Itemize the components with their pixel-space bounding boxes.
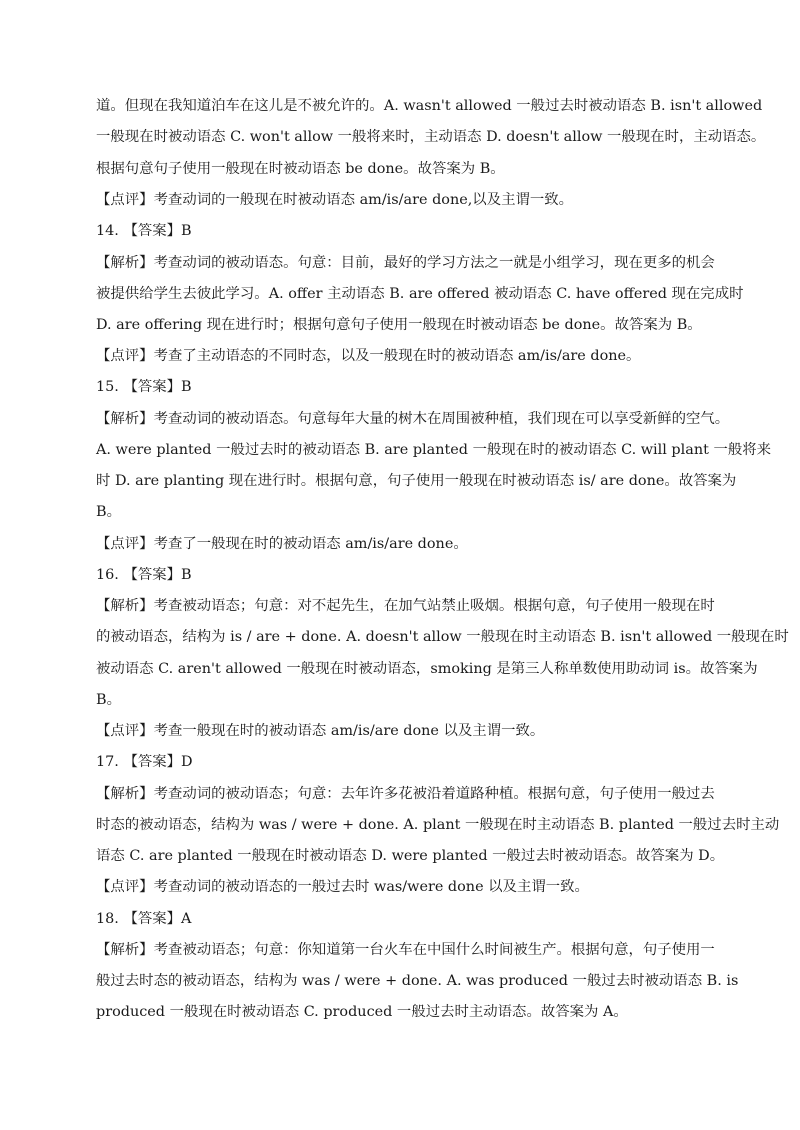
text-line: produced 一般现在时被动语态 C. produced 一般过去时主动语态。故答案为 A。 [96, 1004, 628, 1020]
comment-line: 【点评】考查了一般现在时的被动语态 am/is/are done。 [96, 536, 468, 552]
comment-line: 【点评】考查动词的被动语态的一般过去时 was/were done 以及主谓一致。 [96, 879, 589, 895]
text-line: 被动语态 C. aren't allowed 一般现在时被动语态，smoking 是第三人称单数使用助动词 is。故答案为 [96, 661, 758, 677]
answer-heading: 17. 【答案】D [96, 754, 193, 770]
text-line: 时 D. are planting 现在进行时。根据句意，句子使用一般现在时被动语态 is/ are done。故答案为 [96, 473, 737, 489]
text-line: 根据句意句子使用一般现在时被动语态 be done。故答案为 B。 [96, 161, 505, 177]
text-line: D. are offering 现在进行时；根据句意句子使用一般现在时被动语态 be done。故答案为 B。 [96, 317, 702, 333]
answer-heading: 15. 【答案】B [96, 379, 192, 395]
text-line: 【解析】考查被动语态；句意：你知道第一台火车在中国什么时间被生产。根据句意，句子使用一 [96, 942, 715, 958]
text-line: 被提供给学生去彼此学习。A. offer 主动语态 B. are offered 被动语态 C. have offered 现在完成时 [96, 286, 744, 302]
text-line: 的被动语态，结构为 is / are + done. A. doesn't allow 一般现在时主动语态 B. isn't allowed 一般现在时 [96, 629, 789, 645]
text-line: 【解析】考查被动语态；句意：对不起先生，在加气站禁止吸烟。根据句意，句子使用一般现在时 [96, 598, 715, 614]
comment-line: 【点评】考查动词的一般现在时被动语态 am/is/are done,以及主谓一致。 [96, 192, 574, 208]
text-line: A. were planted 一般过去时的被动语态 B. are planted 一般现在时的被动语态 C. will plant 一般将来 [96, 442, 772, 458]
comment-line: 【点评】考查了主动语态的不同时态，以及一般现在时的被动语态 am/is/are done。 [96, 348, 641, 364]
text-line: 【解析】考查动词的被动语态。句意：目前，最好的学习方法之一就是小组学习，现在更多的机会 [96, 255, 715, 271]
text-line: 般过去时态的被动语态，结构为 was / were + done. A. was produced 一般过去时被动语态 B. is [96, 973, 739, 989]
answer-heading: 16. 【答案】B [96, 567, 192, 583]
text-line: 一般现在时被动语态 C. won't allow 一般将来时，主动语态 D. doesn't allow 一般现在时，主动语态。 [96, 129, 766, 145]
text-line: 道。但现在我知道泊车在这儿是不被允许的。A. wasn't allowed 一般过去时被动语态 B. isn't allowed [96, 98, 763, 114]
text-line: 时态的被动语态，结构为 was / were + done. A. plant 一般现在时主动语态 B. planted 一般过去时主动 [96, 817, 780, 833]
comment-line: 【点评】考查一般现在时的被动语态 am/is/are done 以及主谓一致。 [96, 723, 545, 739]
text-line: 【解析】考查动词的被动语态；句意：去年许多花被沿着道路种植。根据句意，句子使用一般过去 [96, 786, 715, 802]
answer-heading: 14. 【答案】B [96, 223, 192, 239]
text-line: 语态 C. are planted 一般现在时被动语态 D. were planted 一般过去时被动语态。故答案为 D。 [96, 848, 725, 864]
answer-heading: 18. 【答案】A [96, 911, 192, 927]
text-line: B。 [96, 692, 121, 708]
text-line: B。 [96, 504, 121, 520]
text-line: 【解析】考查动词的被动语态。句意每年大量的树木在周围被种植，我们现在可以享受新鲜的空气。 [96, 411, 730, 427]
